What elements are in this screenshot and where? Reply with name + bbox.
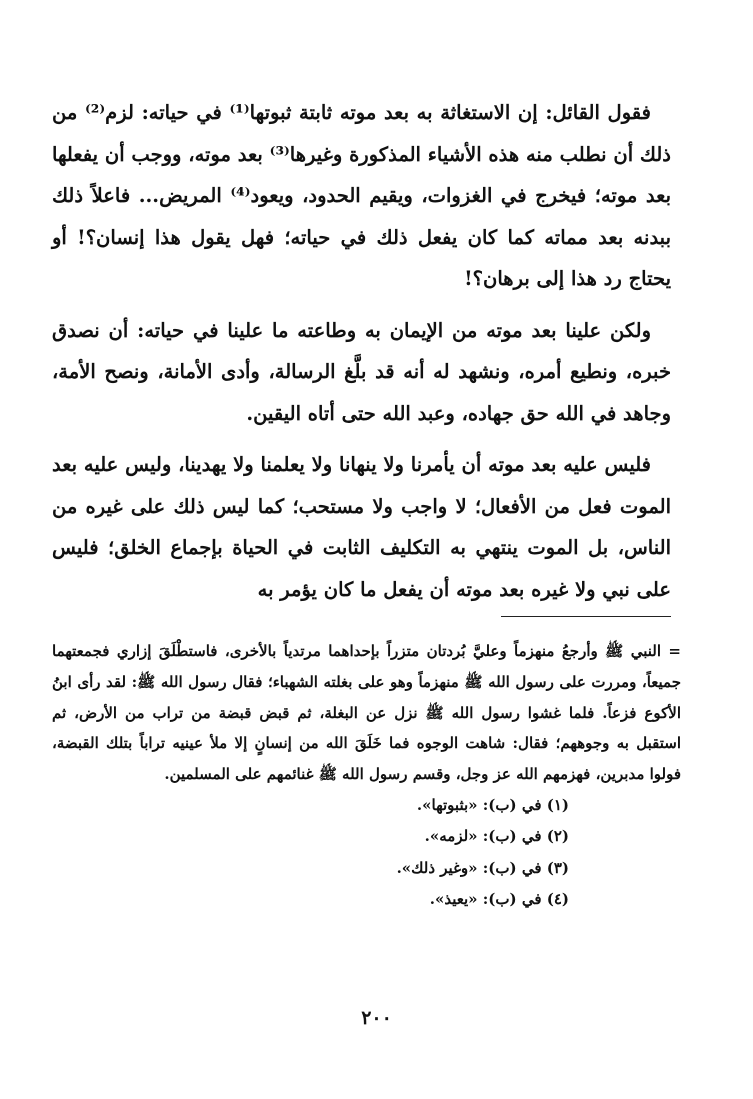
- footnote-list: [52, 790, 681, 916]
- footnote-item: (١) في (ب): «بثبوتها».: [416, 795, 569, 814]
- footnote-continuation: = النبي ﷺ وأرجعُ منهزماً وعليَّ بُردتان متزراً بإحداهما مرتدياً بالأخرى، فاستطْلَقَ إزاري فجمعتهما جميعاً، ومررت على رسول الله ﷺ منهزماً وهو على بغلته الشهباء؛ فقال رسول الله ﷺ: لقد رأى ابنُ الأكوع فزعاً. فلما غشوا رسول الله ﷺ نزل عن البغلة، ثم قبض قبضة من تراب من الأرض، ثم استقبل به وجوههم؛ فقال: شاهت الوجوه فما خَلَقَ الله من إنسانٍ إلا ملأ عينيه تراباً بتلك القبضة، فولوا مدبرين، فهزمهم الله عز وجل، وقسم رسول الله ﷺ غنائمهم على المسلمين.: [52, 642, 681, 784]
- paragraph-1: فقول القائل: إن الاستغاثة به بعد موته ثابتة ثبوتها⁽¹⁾ في حياته: لزم⁽²⁾ من ذلك أن نطلب منه هذه الأشياء المذكورة وغيرها⁽³⁾ بعد موته، ووجب أن يفعلها بعد موته؛ فيخرج في الغزوات، ويقيم الحدود، ويعود⁽⁴⁾ المريض... فاعلاً ذلك ببدنه بعد مماته كما كان يفعل ذلك في حياته؛ فهل يقول هذا إنسان؟! أو يحتاج رد هذا إلى برهان؟!: [52, 101, 672, 290]
- footnote-item: (٢) في (ب): «لزمه».: [424, 827, 569, 846]
- footnotes: [52, 636, 681, 916]
- footnote-item: (٣) في (ب): «وغير ذلك».: [396, 858, 569, 877]
- page-number: ٢٠٠: [361, 1007, 392, 1029]
- paragraph-3: فليس عليه بعد موته أن يأمرنا ولا ينهانا ولا يعلمنا ولا يهدينا، وليس عليه بعد الموت فعل من الأفعال؛ لا واجب ولا مستحب؛ كما ليس ذلك على غيره من الناس، بل الموت ينتهي به التكليف الثابت في الحياة بإجماع الخلق؛ فليس على نبي ولا غيره بعد موته أن يفعل ما كان يؤمر به: [52, 453, 671, 601]
- footnote-separator: [501, 616, 671, 617]
- footnote-item: (٤) في (ب): «يعيذ».: [429, 890, 569, 909]
- main-text: [52, 92, 671, 610]
- paragraph-2: ولكن علينا بعد موته من الإيمان به وطاعته ما علينا في حياته: أن نصدق خبره، ونطيع أمره، ونشهد له أنه قد بلَّغ الرسالة، وأدى الأمانة، ونصح الأمة، وجاهد في الله حق جهاده، وعبد الله حتى أتاه اليقين.: [52, 318, 671, 425]
